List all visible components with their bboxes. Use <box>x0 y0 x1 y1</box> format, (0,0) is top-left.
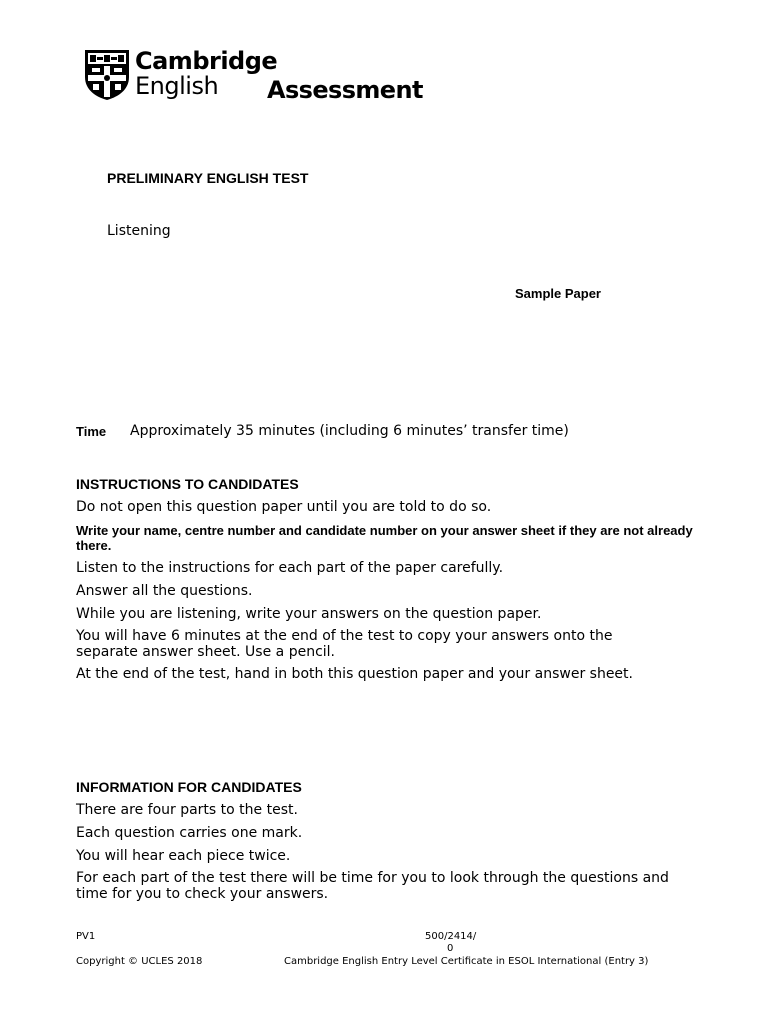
information-item: There are four parts to the test. <box>76 802 298 818</box>
logo-word-assessment: Assessment <box>267 76 423 104</box>
time-value: Approximately 35 minutes (including 6 minutes’ transfer time) <box>130 423 569 439</box>
footer-certificate: Cambridge English Entry Level Certificate in ESOL International (Entry 3) <box>284 956 649 967</box>
test-title: PRELIMINARY ENGLISH TEST <box>107 170 309 186</box>
information-item: For each part of the test there will be time for you to look through the questions and time for you to check your answers. <box>76 870 669 902</box>
footer-number-line1: 500/2414/ <box>425 931 477 942</box>
instruction-item: Write your name, centre number and candidate number on your answer sheet if they are not already there. <box>76 523 693 553</box>
instruction-item: Do not open this question paper until you are told to do so. <box>76 499 492 515</box>
footer-code: PV1 <box>76 931 96 942</box>
sample-paper-label: Sample Paper <box>515 286 601 301</box>
instruction-item: Listen to the instructions for each part of the paper carefully. <box>76 560 504 576</box>
cambridge-shield-icon <box>84 49 130 101</box>
footer-number-line2: 0 <box>447 943 454 954</box>
instruction-item: You will have 6 minutes at the end of the test to copy your answers onto the separate answer sheet. Use a pencil. <box>76 628 613 660</box>
instructions-heading: INSTRUCTIONS TO CANDIDATES <box>76 476 299 492</box>
cambridge-english-logo <box>84 47 423 107</box>
paper-name: Listening <box>107 223 171 239</box>
footer-copyright: Copyright © UCLES 2018 <box>76 956 203 967</box>
time-label: Time <box>76 424 107 439</box>
instruction-item: At the end of the test, hand in both this question paper and your answer sheet. <box>76 666 633 682</box>
instruction-item: Answer all the questions. <box>76 583 253 599</box>
instruction-item: While you are listening, write your answers on the question paper. <box>76 606 542 622</box>
logo-word-cambridge: Cambridge <box>135 47 278 75</box>
information-item: Each question carries one mark. <box>76 825 303 841</box>
information-heading: INFORMATION FOR CANDIDATES <box>76 779 302 795</box>
information-item: You will hear each piece twice. <box>76 848 291 864</box>
logo-word-english: English <box>135 72 219 100</box>
